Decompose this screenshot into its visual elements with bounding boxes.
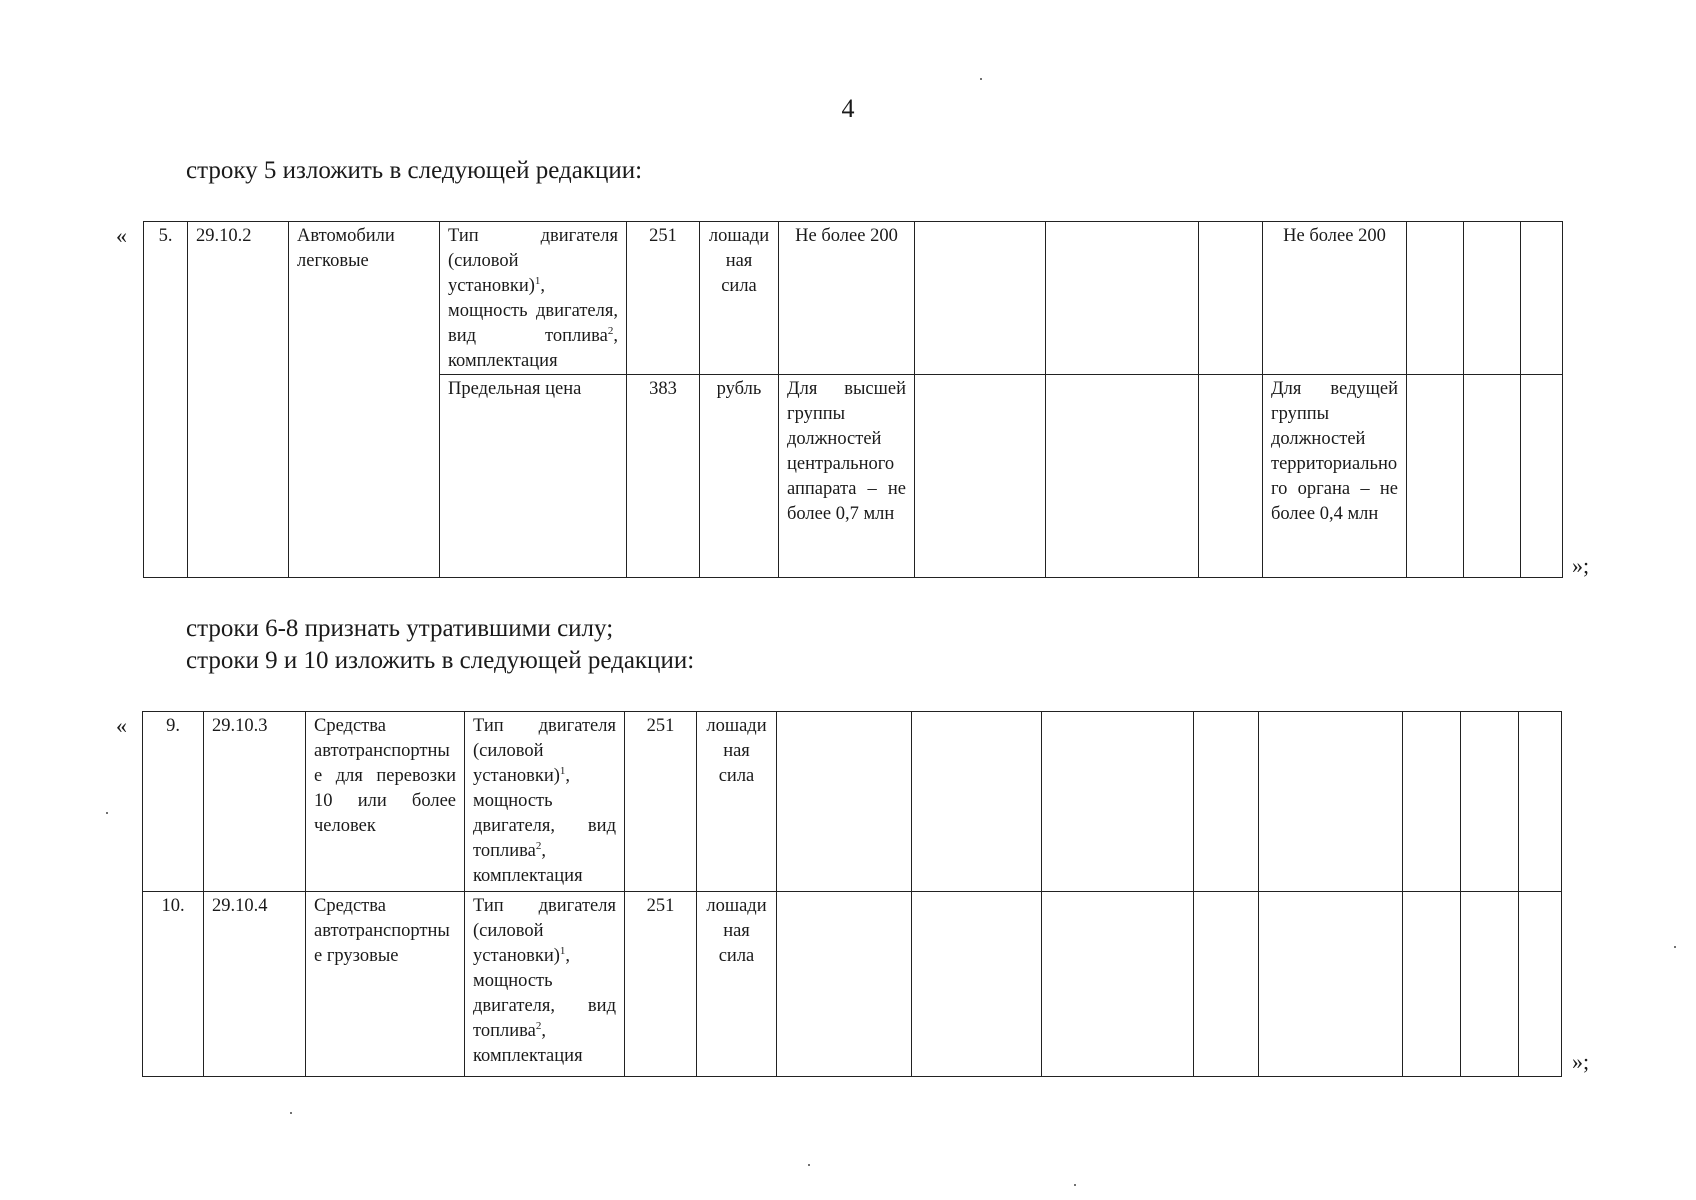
cell-name: Средства автотранспортные грузовые [306,892,465,1077]
cell-value-central: Не более 200 [779,222,915,375]
cell-code: 29.10.2 [188,222,289,578]
cell-num: 10. [143,892,204,1077]
cell-name: Средства автотранспортные для перевозки 10 или более человек [306,712,465,892]
cell-okei: 383 [627,375,700,578]
cell-empty [1199,375,1263,578]
cell-empty [1519,712,1562,892]
cell-empty [777,712,912,892]
table-rows-9-10 [142,711,1562,1077]
cell-empty [1403,892,1461,1077]
cell-empty [1521,222,1563,375]
cell-empty [912,892,1042,1077]
scan-speck [1674,946,1676,948]
cell-empty [1464,375,1521,578]
cell-code: 29.10.3 [204,712,306,892]
cell-unit: лошадиная сила [700,222,779,375]
footnote-2: 2 [607,324,614,337]
footnote-2: 2 [535,1019,542,1032]
table-row-5 [143,221,1563,578]
cell-empty [1042,892,1194,1077]
footnote-2: 2 [535,839,542,852]
char-text-c: , комплектация [448,326,618,371]
cell-empty [1519,892,1562,1077]
char-text-a: Тип двигателя (силовой установки) [473,716,616,786]
scan-speck [980,78,982,80]
scan-speck [1074,1184,1076,1186]
close-quote-2: »; [1572,1049,1590,1074]
cell-characteristic [465,892,625,1077]
cell-num: 5. [144,222,188,578]
cell-empty [912,712,1042,892]
cell-value-territorial: Не более 200 [1263,222,1407,375]
char-text-b: , мощность двигателя, вид топлива [448,276,618,346]
char-text-c: , комплектация [473,1021,583,1066]
scan-speck [808,1164,810,1166]
cell-characteristic: Предельная цена [440,375,627,578]
cell-empty [1407,375,1464,578]
cell-unit: лошадиная сила [697,892,777,1077]
close-quote-1: »; [1572,553,1590,578]
cell-price-territorial: Для ведущей группы должностей территориального органа – не более 0,4 млн [1263,375,1407,578]
cell-empty [1194,892,1259,1077]
scan-speck [290,1112,292,1114]
cell-price-central: Для высшей группы должностей центрального аппарата – не более 0,7 млн [779,375,915,578]
cell-empty [1461,892,1519,1077]
page-number: 4 [841,94,855,123]
char-text-b: , мощность двигателя, вид топлива [473,766,616,861]
scan-speck [106,812,108,814]
cell-empty [1042,712,1194,892]
cell-empty [1461,712,1519,892]
cell-num: 9. [143,712,204,892]
char-text-a: Тип двигателя (силовой установки) [473,896,616,966]
footnote-1: 1 [559,764,566,777]
instruction-rows-6-8: строки 6-8 признать утратившими силу; [186,615,614,642]
cell-empty [1259,892,1403,1077]
cell-unit: лошадиная сила [697,712,777,892]
cell-empty [1521,375,1563,578]
instruction-row-5: строку 5 изложить в следующей редакции: [186,157,643,184]
cell-okei: 251 [625,892,697,1077]
table-row [143,712,1562,892]
footnote-1: 1 [534,274,541,287]
cell-empty [1046,222,1199,375]
char-text-c: , комплектация [473,841,583,886]
open-quote-1: « [116,223,127,248]
cell-name: Автомобили легковые [289,222,440,578]
instruction-rows-9-10: строки 9 и 10 изложить в следующей редакции: [186,647,695,674]
footnote-1: 1 [559,944,566,957]
cell-empty [1199,222,1263,375]
cell-unit: рубль [700,375,779,578]
cell-empty [1046,375,1199,578]
cell-empty [1464,222,1521,375]
cell-empty [915,375,1046,578]
table-row [144,222,1563,375]
cell-empty [1194,712,1259,892]
cell-empty [1259,712,1403,892]
cell-code: 29.10.4 [204,892,306,1077]
cell-okei: 251 [627,222,700,375]
cell-empty [777,892,912,1077]
char-text-b: , мощность двигателя, вид топлива [473,946,616,1041]
open-quote-2: « [116,713,127,738]
cell-empty [1403,712,1461,892]
cell-empty [1407,222,1464,375]
cell-okei: 251 [625,712,697,892]
cell-characteristic [465,712,625,892]
char-text-a: Тип двигателя (силовой установки) [448,226,618,296]
table-row [143,892,1562,1077]
cell-empty [915,222,1046,375]
cell-characteristic [440,222,627,375]
